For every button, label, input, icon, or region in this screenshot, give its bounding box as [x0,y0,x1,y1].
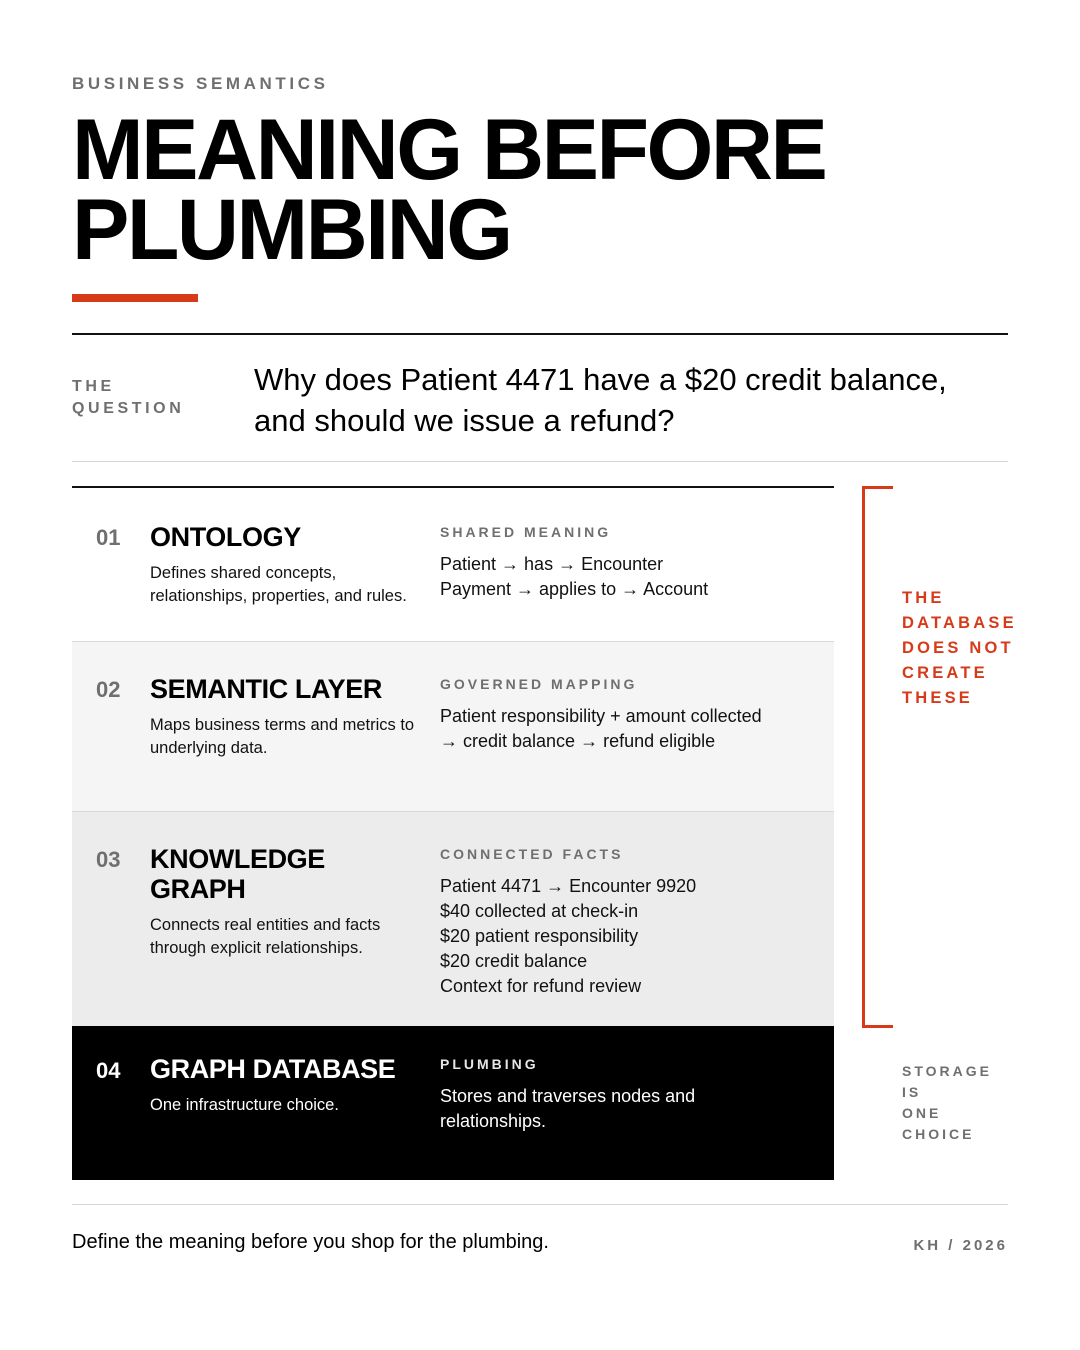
layer-name-line: GRAPH [150,874,246,904]
question-divider [72,461,1008,462]
layer-number: 01 [96,525,121,550]
layer-detail-line: Patient → has → Encounter [440,554,664,574]
layer-detail-line: Context for refund review [440,976,642,996]
bracket-note-line: DATABASE [902,614,1017,632]
layer-name [150,522,420,552]
storage-note-line: IS [902,1084,922,1100]
layer-description-line: Maps business terms and metrics to [150,716,415,734]
layer-number: 03 [96,847,121,872]
layer-description-line: Defines shared concepts, [150,564,337,582]
question-label-line-1: THE [72,378,115,395]
layer-number: 02 [96,677,121,702]
layer-detail-line: relationships. [440,1111,547,1131]
layer-detail-line: $20 credit balance [440,951,588,971]
layer-semantic-layer [72,642,834,812]
title-accent-bar [72,294,198,302]
layer-detail-line: Patient 4471 → Encounter 9920 [440,876,697,896]
title-line-2: PLUMBING [72,182,511,278]
layer-detail [440,1084,820,1134]
bracket-note-line: THESE [902,689,974,707]
layer-name [150,674,420,704]
layer-knowledge-graph [72,812,834,1026]
layer-detail-line: → credit balance → refund eligible [440,731,716,751]
bracket-note-line: CREATE [902,664,988,682]
layer-description-line: One infrastructure choice. [150,1096,339,1114]
footer-tagline: Define the meaning before you shop for the plumbing. [72,1231,549,1253]
layer-name-line: KNOWLEDGE [150,844,325,874]
layer-ontology [72,488,834,642]
layer-description [150,714,440,760]
layer-name-line: GRAPH DATABASE [150,1054,396,1084]
bracket-note [902,586,1072,711]
layer-description-line: through explicit relationships. [150,939,363,957]
storage-note [902,1061,1022,1145]
header-divider [72,333,1008,335]
layers-bracket [862,486,893,1028]
layer-description-line: relationships, properties, and rules. [150,587,407,605]
footer-divider [72,1204,1008,1205]
storage-note-line: ONE [902,1105,942,1121]
storage-note-line: CHOICE [902,1126,975,1142]
layer-name-line: SEMANTIC LAYER [150,674,382,704]
layer-description [150,914,440,960]
layer-name [150,844,420,904]
layer-category: PLUMBING [440,1056,539,1072]
layer-description-line: underlying data. [150,739,268,757]
storage-note-line: STORAGE [902,1063,992,1079]
layer-detail-line: Payment → applies to → Account [440,579,709,599]
layer-category: SHARED MEANING [440,524,612,540]
layer-name [150,1054,420,1084]
layer-category: GOVERNED MAPPING [440,676,638,692]
question-text-line-1: Why does Patient 4471 have a $20 credit balance, [254,362,947,397]
question-text-line-2: and should we issue a refund? [254,403,675,438]
question-label-line-2: QUESTION [72,400,185,417]
layer-category: CONNECTED FACTS [440,846,624,862]
layer-detail-line: $20 patient responsibility [440,926,639,946]
question-text [254,359,1014,441]
layer-detail [440,704,820,754]
page-title [72,102,972,278]
layer-detail-line: Patient responsibility + amount collected [440,706,762,726]
layer-name-line: ONTOLOGY [150,522,301,552]
layer-description-line: Connects real entities and facts [150,916,381,934]
layer-detail-line: $40 collected at check-in [440,901,639,921]
layer-detail [440,874,820,999]
layer-description [150,1094,440,1117]
layer-description [150,562,440,608]
layer-detail [440,552,820,602]
title-line-1: MEANING BEFORE [72,102,826,198]
footer-signature: KH / 2026 [913,1237,1008,1254]
layer-number: 04 [96,1058,121,1083]
bracket-note-line: THE [902,589,945,607]
eyebrow-label: BUSINESS SEMANTICS [72,74,329,93]
bracket-note-line: DOES NOT [902,639,1014,657]
question-label [72,376,184,420]
layer-graph-database [72,1026,834,1180]
layer-detail-line: Stores and traverses nodes and [440,1086,696,1106]
